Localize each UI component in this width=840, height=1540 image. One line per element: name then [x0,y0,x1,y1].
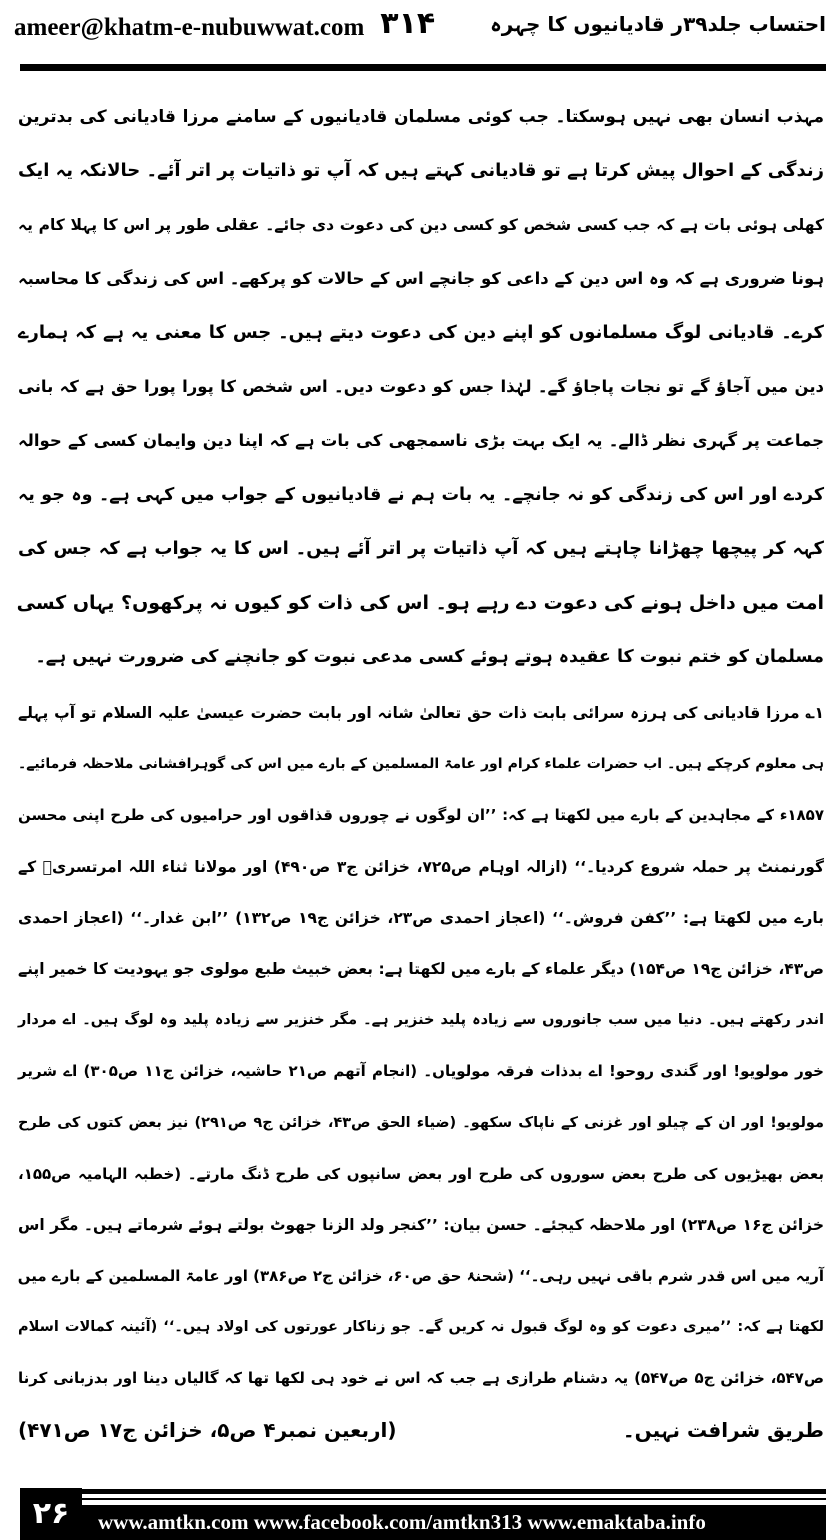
text-line: مسلمان کو ختم نبوت کا عقیدہ ہوتے ہوئے کسی مدعی نبوت کو جانچنے کی ضرورت نہیں ہے۔ [35,647,824,667]
footer-divider [82,1489,826,1494]
text-line: کہہ کر پیچھا چھڑانا چاہتے ہیں کہ آپ ذاتیات پر اتر آئے ہیں۔ اس کا یہ جواب ہے کہ جس کی [18,538,824,559]
text-line: بارے میں لکھتا ہے: ’’کفن فروش۔‘‘ (اعجاز احمدی ص۲۳، خزائن ج۱۹ ص۱۳۲) ’’ابن غدار۔‘‘ (اعجاز احمدی [18,908,824,927]
text-line: امت میں داخل ہونے کی دعوت دے رہے ہو۔ اس کی ذات کو کیوں نہ پرکھوں؟ یہاں کسی [16,592,824,614]
header-title: احتساب جلد۳۹ر قادیانیوں کا چہرہ [490,12,826,36]
text-line: لکھتا ہے کہ: ’’میری دعوت کو وہ لوگ قبول نہ کریں گے۔ جو زناکار عورتوں کی اولاد ہیں۔‘‘ (آئینہ کمالات اسلام [18,1319,824,1336]
footnote [18,688,824,1456]
text-line: ص۵۴۷، خزائن ج۵ ص۵۴۷) یہ دشنام طرازی ہے جب کہ اس نے خود ہی لکھا تھا کہ گالیاں دینا اور بدزبانی کرنا [18,1369,824,1388]
text-line: کھلی ہوئی بات ہے کہ جب کسی شخص کو کسی دین کی دعوت دی جائے۔ عقلی طور پر اس کا پہلا کام یہ [18,216,824,234]
header-divider [20,64,826,71]
text-line: اندر رکھتے ہیں۔ دنیا میں سب جانوروں سے زیادہ پلید خنزیر ہے۔ مگر خنزیر سے زیادہ پلید وہ لوگ ہیں۔ اے مردار [18,1012,824,1029]
text-line: ہونا ضروری ہے کہ وہ اس دین کے داعی کو جانچے اس کے حالات کو پرکھے۔ اس کی زندگی کا محاسبہ [18,269,824,288]
footnote-citation: (اربعین نمبر۴ ص۵، خزائن ج۱۷ ص۴۷۱) [18,1417,397,1442]
text-line: ص۴۳، خزائن ج۱۹ ص۱۵۴) دیگر علماء کے بارے میں لکھتا ہے: بعض خبیث طبع مولوی جو یہودیت کا خمیر اپنے [18,959,825,978]
text-line: آریہ میں اس قدر شرم باقی نہیں رہی۔‘‘ (شحنۂ حق ص۶۰، خزائن ج۲ ص۳۸۶) اور عامۃ المسلمین کے بارے میں [17,1267,824,1286]
text-line: جماعت پر گہری نظر ڈالے۔ یہ ایک بہت بڑی ناسمجھی کی بات ہے کہ اپنا دین وایمان کسی کے حوالہ [18,431,824,450]
text-line: بعض بھیڑیوں کی طرح بعض سوروں کی طرح اور بعض سانپوں کی طرح ڈنگ مارتے۔ (خطبہ الہامیہ ص۱۵۵، [18,1164,824,1183]
text-line: ہی معلوم کرچکے ہیں۔ اب حضرات علماء کرام اور عامۃ المسلمین کے بارے میں اس کی گوہرافشانی ملاحظہ فرمائیے۔ [18,756,824,773]
main-paragraph [18,90,824,684]
text-line: کرے۔ قادیانی لوگ مسلمانوں کو اپنے دین کی دعوت دیتے ہیں۔ جس کا معنی یہ ہے کہ ہمارے [18,322,824,343]
footer-page-number: ۲۶ [20,1488,82,1540]
text-line: کردے اور اس کی زندگی کو نہ جانچے۔ یہ بات ہم نے قادیانیوں کے جواب میں کہی ہے۔ وہ جو یہ [18,485,824,505]
header-page-number: ۳۱۴ [380,6,436,41]
text-line: مہذب انسان بھی نہیں ہوسکتا۔ جب کوئی مسلمان قادیانیوں کے سامنے مرزا قادیانی کی بدترین [18,107,824,127]
footnote-last-line [18,1405,824,1456]
text-line: مولویو! اور ان کے چیلو اور غزنی کے ناپاک سکھو۔ (ضیاء الحق ص۴۳، خزائن ج۹ ص۲۹۱) نیز بعض کتوں کی طرح [18,1114,824,1131]
text-line: گورنمنٹ پر حملہ شروع کردیا۔‘‘ (ازالہ اوہام ص۷۲۵، خزائن ج۳ ص۴۹۰) اور مولانا ثناء اللہ امرتسریؒ کے [18,857,824,876]
header-email: ameer@khatm-e-nubuwwat.com [14,14,365,41]
text-line: ۱؎ مرزا قادیانی کی ہرزہ سرائی بابت ذات حق تعالیٰ شانہ اور بابت حضرت عیسیٰ علیہ السلام تو آپ پہلے [18,704,824,722]
footnote-text: طریق شرافت نہیں۔ [622,1417,824,1442]
text-line: خزائن ج۱۶ ص۲۳۸) اور ملاحظہ کیجئے۔ حسن بیان: ’’کنجر ولد الزنا جھوٹ بولتے ہوئے شرماتے ہیں۔ مگر اس [18,1215,824,1234]
footer-links: www.amtkn.com www.facebook.com/amtkn313 www.emaktaba.info [82,1505,826,1540]
footer-divider-thin [82,1498,826,1500]
text-line: دین میں آجاؤ گے تو نجات پاجاؤ گے۔ لہٰذا جس کو دعوت دیں۔ اس شخص کا پورا پورا حق ہے کہ بانی [18,377,824,396]
text-line: خور مولویو! اور گندی روحو! اے بدذات فرقہ مولویاں۔ (انجام آتھم ص۲۱ حاشیہ، خزائن ج۱۱ ص۳۰۵) اے شریر [18,1062,824,1081]
text-line: زندگی کے احوال پیش کرتا ہے تو قادیانی کہتے ہیں کہ آپ تو ذاتیات پر اتر آئے۔ حالانکہ یہ ایک [18,160,824,181]
text-line: ۱۸۵۷ء کے مجاہدین کے بارے میں لکھتا ہے کہ: ’’ان لوگوں نے چوروں قذاقوں اور حرامیوں کی طرح اپنی محسن [18,806,824,825]
